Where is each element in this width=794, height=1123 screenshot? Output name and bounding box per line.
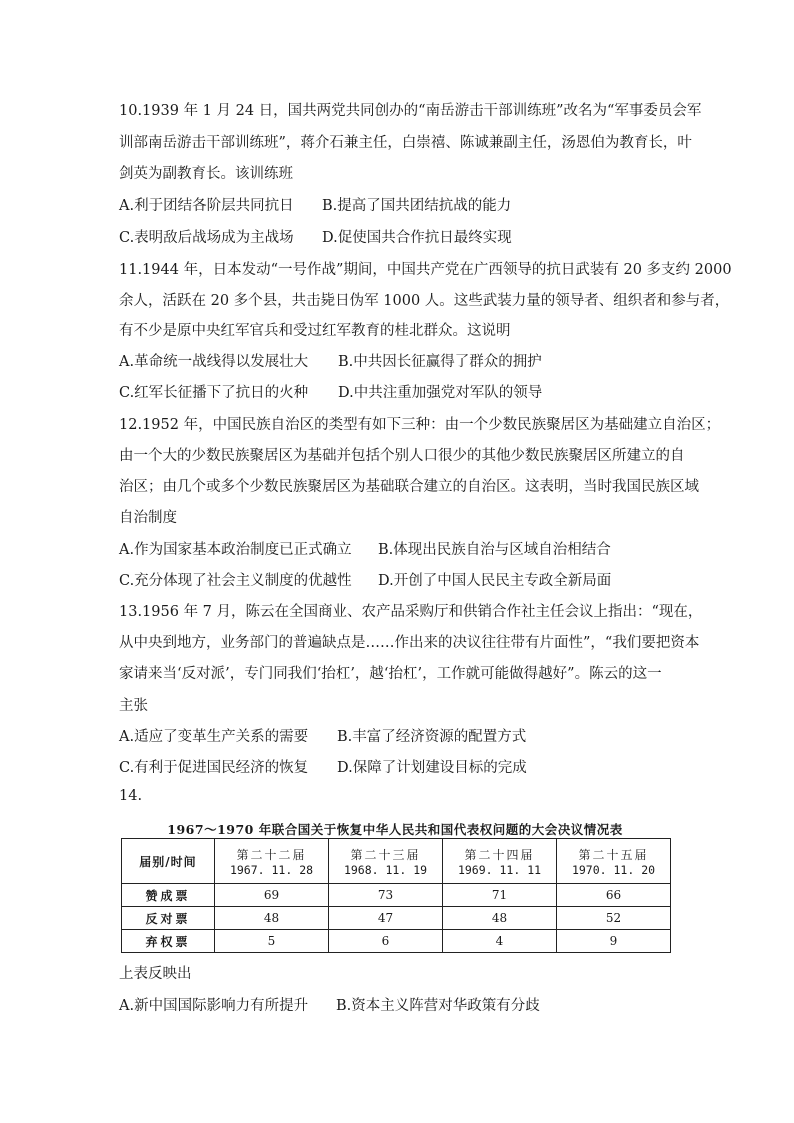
q10-stem-line-3: 剑英为副教育长。该训练班 <box>119 166 293 182</box>
row-label: 赞成票 <box>122 884 215 907</box>
table-cell: 48 <box>215 907 329 930</box>
row-label: 弃权票 <box>122 930 215 953</box>
q11-option-a[interactable]: A.革命统一战线得以发展壮大 <box>119 354 309 370</box>
q10-option-d[interactable]: D.促使国共合作抗日最终实现 <box>322 230 512 246</box>
q12-option-b[interactable]: B.体现出民族自治与区域自治相结合 <box>378 542 611 558</box>
q11-stem-line-2: 余人，活跃在 20 多个县，共击毙日伪军 1000 人。这些武装力量的领导者、组织者和参与者， <box>119 293 730 309</box>
table-cell: 73 <box>329 884 443 907</box>
q10-stem-line-1: 10.1939 年 1 月 24 日，国共两党共同创办的“南岳游击干部训练班”改名为“军事委员会军 <box>119 103 702 119</box>
q10-option-b[interactable]: B.提高了国共团结抗战的能力 <box>322 198 512 214</box>
q11-option-d[interactable]: D.中共注重加强党对军队的领导 <box>338 385 543 401</box>
session-name: 第二十四届 <box>464 847 535 862</box>
q12-stem-line-2: 由一个大的少数民族聚居区为基础并包括个别人口很少的其他少数民族聚居区所建立的自 <box>119 448 685 464</box>
session-name: 第二十二届 <box>236 847 307 862</box>
table-cell: 9 <box>557 930 671 953</box>
session-name: 第二十五届 <box>578 847 649 862</box>
q14-number: 14. <box>119 788 143 804</box>
session-header <box>443 839 557 884</box>
q10-option-c[interactable]: C.表明敌后战场成为主战场 <box>119 230 294 246</box>
table-title: 1967～1970 年联合国关于恢复中华人民共和国代表权问题的大会决议情况表 <box>167 822 623 837</box>
q11-option-c[interactable]: C.红军长征播下了抗日的火种 <box>119 385 309 401</box>
q12-option-d[interactable]: D.开创了中国人民民主专政全新局面 <box>378 573 612 589</box>
table-cell: 5 <box>215 930 329 953</box>
q10-option-a[interactable]: A.利于团结各阶层共同抗日 <box>119 198 294 214</box>
table-cell: 47 <box>329 907 443 930</box>
table-row <box>122 930 671 953</box>
session-date: 1970. 11. 20 <box>571 862 656 877</box>
corner-header: 届别/时间 <box>122 839 215 884</box>
table-cell: 4 <box>443 930 557 953</box>
q13-option-b[interactable]: B.丰富了经济资源的配置方式 <box>337 729 527 745</box>
session-header <box>215 839 329 884</box>
q12-option-c[interactable]: C.充分体现了社会主义制度的优越性 <box>119 573 352 589</box>
q13-stem-line-3: 家请来当‘反对派’，专门同我们‘抬杠’，越‘抬杠’，工作就可能做得越好”。陈云的这一 <box>119 666 662 682</box>
table-cell: 69 <box>215 884 329 907</box>
q14-option-b[interactable]: B.资本主义阵营对华政策有分歧 <box>336 998 540 1014</box>
q13-option-c[interactable]: C.有利于促进国民经济的恢复 <box>119 760 309 776</box>
row-label: 反对票 <box>122 907 215 930</box>
session-name: 第二十三届 <box>350 847 421 862</box>
table-cell: 6 <box>329 930 443 953</box>
q12-stem-line-1: 12.1952 年，中国民族自治区的类型有如下三种：由一个少数民族聚居区为基础建立自治区； <box>119 417 721 433</box>
q13-option-a[interactable]: A.适应了变革生产关系的需要 <box>119 729 309 745</box>
vote-table <box>121 838 671 953</box>
session-date: 1967. 11. 28 <box>229 862 314 877</box>
table-header-row <box>122 839 671 884</box>
q13-stem-line-1: 13.1956 年 7 月，陈云在全国商业、农产品采购厅和供销合作社主任会议上指出：“现在， <box>119 604 703 620</box>
table-cell: 66 <box>557 884 671 907</box>
q14-option-a[interactable]: A.新中国国际影响力有所提升 <box>119 998 309 1014</box>
q13-stem-line-2: 从中央到地方，业务部门的普遍缺点是……作出来的决议往往带有片面性”，“我们要把资本 <box>119 635 700 651</box>
table-row <box>122 907 671 930</box>
session-header <box>557 839 671 884</box>
q12-stem-line-3: 治区；由几个或多个少数民族聚居区为基础联合建立的自治区。这表明，当时我国民族区域 <box>119 479 699 495</box>
q11-option-b[interactable]: B.中共因长征赢得了群众的拥护 <box>338 354 542 370</box>
q11-stem-line-3: 有不少是原中央红军官兵和受过红军教育的桂北群众。这说明 <box>119 323 511 339</box>
session-header <box>329 839 443 884</box>
q13-stem-line-4: 主张 <box>119 698 148 714</box>
q11-stem-line-1: 11.1944 年，日本发动“一号作战”期间，中国共产党在广西领导的抗日武装有 20 多支约 2000 <box>119 262 732 278</box>
q14-stem: 上表反映出 <box>119 966 192 982</box>
table-cell: 48 <box>443 907 557 930</box>
session-date: 1968. 11. 19 <box>343 862 428 877</box>
q10-stem-line-2: 训部南岳游击干部训练班”，蒋介石兼主任，白崇禧、陈诚兼副主任，汤恩伯为教育长，叶 <box>119 135 692 151</box>
q13-option-d[interactable]: D.保障了计划建设目标的完成 <box>337 760 527 776</box>
session-date: 1969. 11. 11 <box>457 862 542 877</box>
table-row <box>122 884 671 907</box>
q12-stem-line-4: 自治制度 <box>119 510 177 526</box>
table-cell: 52 <box>557 907 671 930</box>
table-cell: 71 <box>443 884 557 907</box>
q12-option-a[interactable]: A.作为国家基本政治制度已正式确立 <box>119 542 352 558</box>
